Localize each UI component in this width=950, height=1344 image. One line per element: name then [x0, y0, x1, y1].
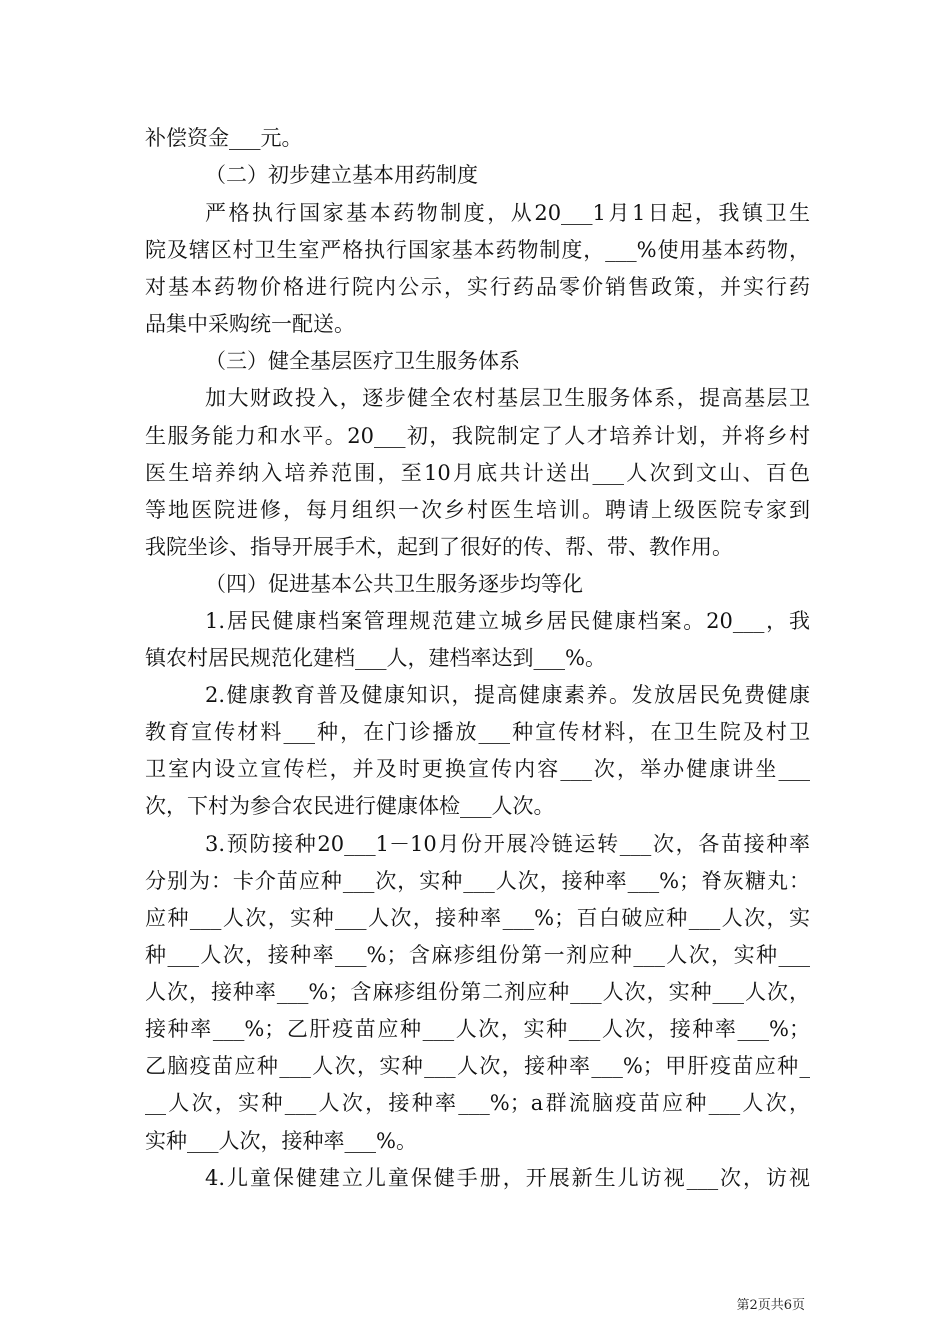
text-line-4: 院及辖区村卫生室严格执行国家基本药物制度，___%使用基本药物， [145, 238, 810, 262]
text-line-23: 种___人次，接种率___%；含麻疹组份第一剂应种___人次，实种___ [145, 943, 810, 967]
text-line-16: 2.健康教育普及健康知识，提高健康素养。发放居民免费健康 [205, 683, 810, 707]
text-line-18: 卫室内设立宣传栏，并及时更换宣传内容___次，举办健康讲坐___ [145, 757, 810, 781]
text-line-3: 严格执行国家基本药物制度，从20___1月1日起，我镇卫生 [205, 201, 810, 225]
text-line-27: __人次，实种___人次，接种率___%；a群流脑疫苗应种___人次， [145, 1091, 810, 1115]
text-line-22: 应种___人次，实种___人次，接种率___%；百白破应种___人次，实 [145, 906, 810, 930]
heading-section-4: （四）促进基本公共卫生服务逐步均等化 [205, 572, 583, 596]
text-line-11: 等地医院进修，每月组织一次乡村医生培训。聘请上级医院专家到 [145, 498, 810, 522]
text-line-14: 1.居民健康档案管理规范建立城乡居民健康档案。20___，我 [205, 609, 810, 633]
text-line-5: 对基本药物价格进行院内公示，实行药品零价销售政策，并实行药 [145, 275, 810, 299]
text-line-1: 补偿资金___元。 [145, 126, 303, 150]
text-line-17: 教育宣传材料___种，在门诊播放___种宣传材料，在卫生院及村卫 [145, 720, 810, 744]
text-line-21: 分别为：卡介苗应种___次，实种___人次，接种率___%；脊灰糖丸： [145, 869, 810, 893]
text-line-10: 医生培养纳入培养范围，至10月底共计送出___人次到文山、百色 [145, 461, 810, 485]
text-line-15: 镇农村居民规范化建档___人，建档率达到___%。 [145, 646, 606, 670]
text-line-8: 加大财政投入，逐步健全农村基层卫生服务体系，提高基层卫 [205, 386, 810, 410]
heading-section-3: （三）健全基层医疗卫生服务体系 [205, 349, 520, 373]
text-line-20: 3.预防接种20___1－10月份开展冷链运转___次，各苗接种率 [205, 832, 810, 856]
text-line-9: 生服务能力和水平。20___初，我院制定了人才培养计划，并将乡村 [145, 424, 810, 448]
text-line-29: 4.儿童保健建立儿童保健手册，开展新生儿访视___次，访视 [205, 1166, 810, 1190]
page-number-footer: 第2页共6页 [736, 1298, 805, 1313]
text-line-12: 我院坐诊、指导开展手术，起到了很好的传、帮、带、教作用。 [145, 535, 733, 559]
heading-section-2: （二）初步建立基本用药制度 [205, 163, 478, 187]
text-line-25: 接种率___%；乙肝疫苗应种___人次，实种___人次，接种率___%； [145, 1017, 810, 1041]
text-line-19: 次，下村为参合农民进行健康体检___人次。 [145, 794, 555, 818]
text-line-6: 品集中采购统一配送。 [145, 312, 355, 336]
text-line-28: 实种___人次，接种率___%。 [145, 1129, 417, 1153]
text-line-26: 乙脑疫苗应种___人次，实种___人次，接种率___%；甲肝疫苗应种_ [145, 1054, 810, 1078]
text-line-24: 人次，接种率___%；含麻疹组份第二剂应种___人次，实种___人次， [145, 980, 810, 1004]
